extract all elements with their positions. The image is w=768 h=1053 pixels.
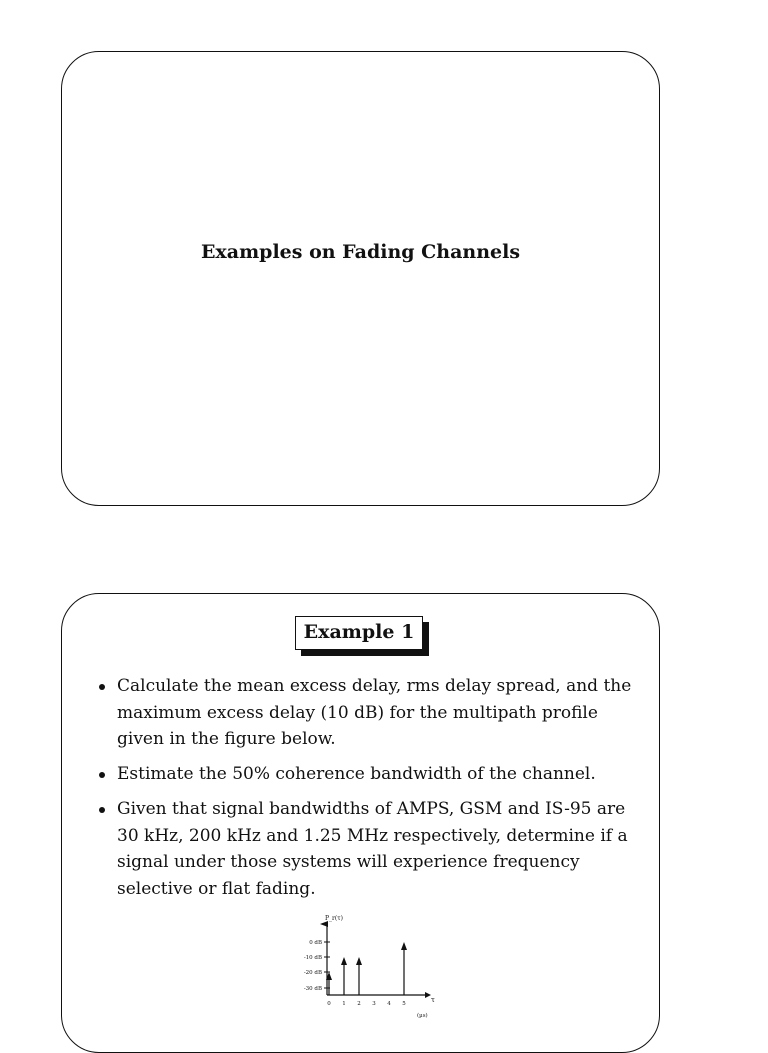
x-tick-label: 3 bbox=[372, 1001, 376, 1007]
x-tick-label: 2 bbox=[357, 1001, 361, 1007]
impulse-arrowhead bbox=[356, 957, 362, 965]
impulse-arrowhead bbox=[341, 957, 347, 965]
slide-title: Examples on Fading Channels bbox=[200, 241, 521, 263]
y-axis-label: P_r(τ) bbox=[325, 915, 343, 922]
example-heading-box bbox=[295, 616, 423, 650]
bullet-item: Estimate the 50% coherence bandwidth of the channel. bbox=[96, 761, 636, 788]
impulse-arrowhead bbox=[401, 942, 407, 950]
y-tick-label: 0 dB bbox=[309, 940, 322, 946]
multipath-profile-chart bbox=[291, 912, 441, 1022]
x-tick-label: 5 bbox=[402, 1001, 406, 1007]
x-axis-label: τ bbox=[431, 996, 435, 1004]
y-tick-label: -30 dB bbox=[303, 986, 322, 992]
title-slide bbox=[61, 51, 660, 506]
bullet-list bbox=[96, 673, 636, 911]
bullet-item: Given that signal bandwidths of AMPS, GSM and IS-95 are 30 kHz, 200 kHz and 1.25 MHz respectively, determine if a signal under those systems will experience frequency selective or flat fading. bbox=[96, 796, 636, 902]
x-tick-label: 1 bbox=[342, 1001, 346, 1007]
x-tick-label: 4 bbox=[387, 1001, 391, 1007]
x-axis-unit: (µs) bbox=[417, 1013, 428, 1019]
y-tick-label: -20 dB bbox=[303, 970, 322, 976]
x-tick-label: 0 bbox=[327, 1001, 331, 1007]
example-heading: Example 1 bbox=[295, 616, 423, 650]
bullet-item: Calculate the mean excess delay, rms delay spread, and the maximum excess delay (10 dB) for the multipath profile given in the figure below. bbox=[96, 673, 636, 753]
y-tick-label: -10 dB bbox=[303, 955, 322, 961]
example-slide bbox=[61, 593, 660, 1053]
